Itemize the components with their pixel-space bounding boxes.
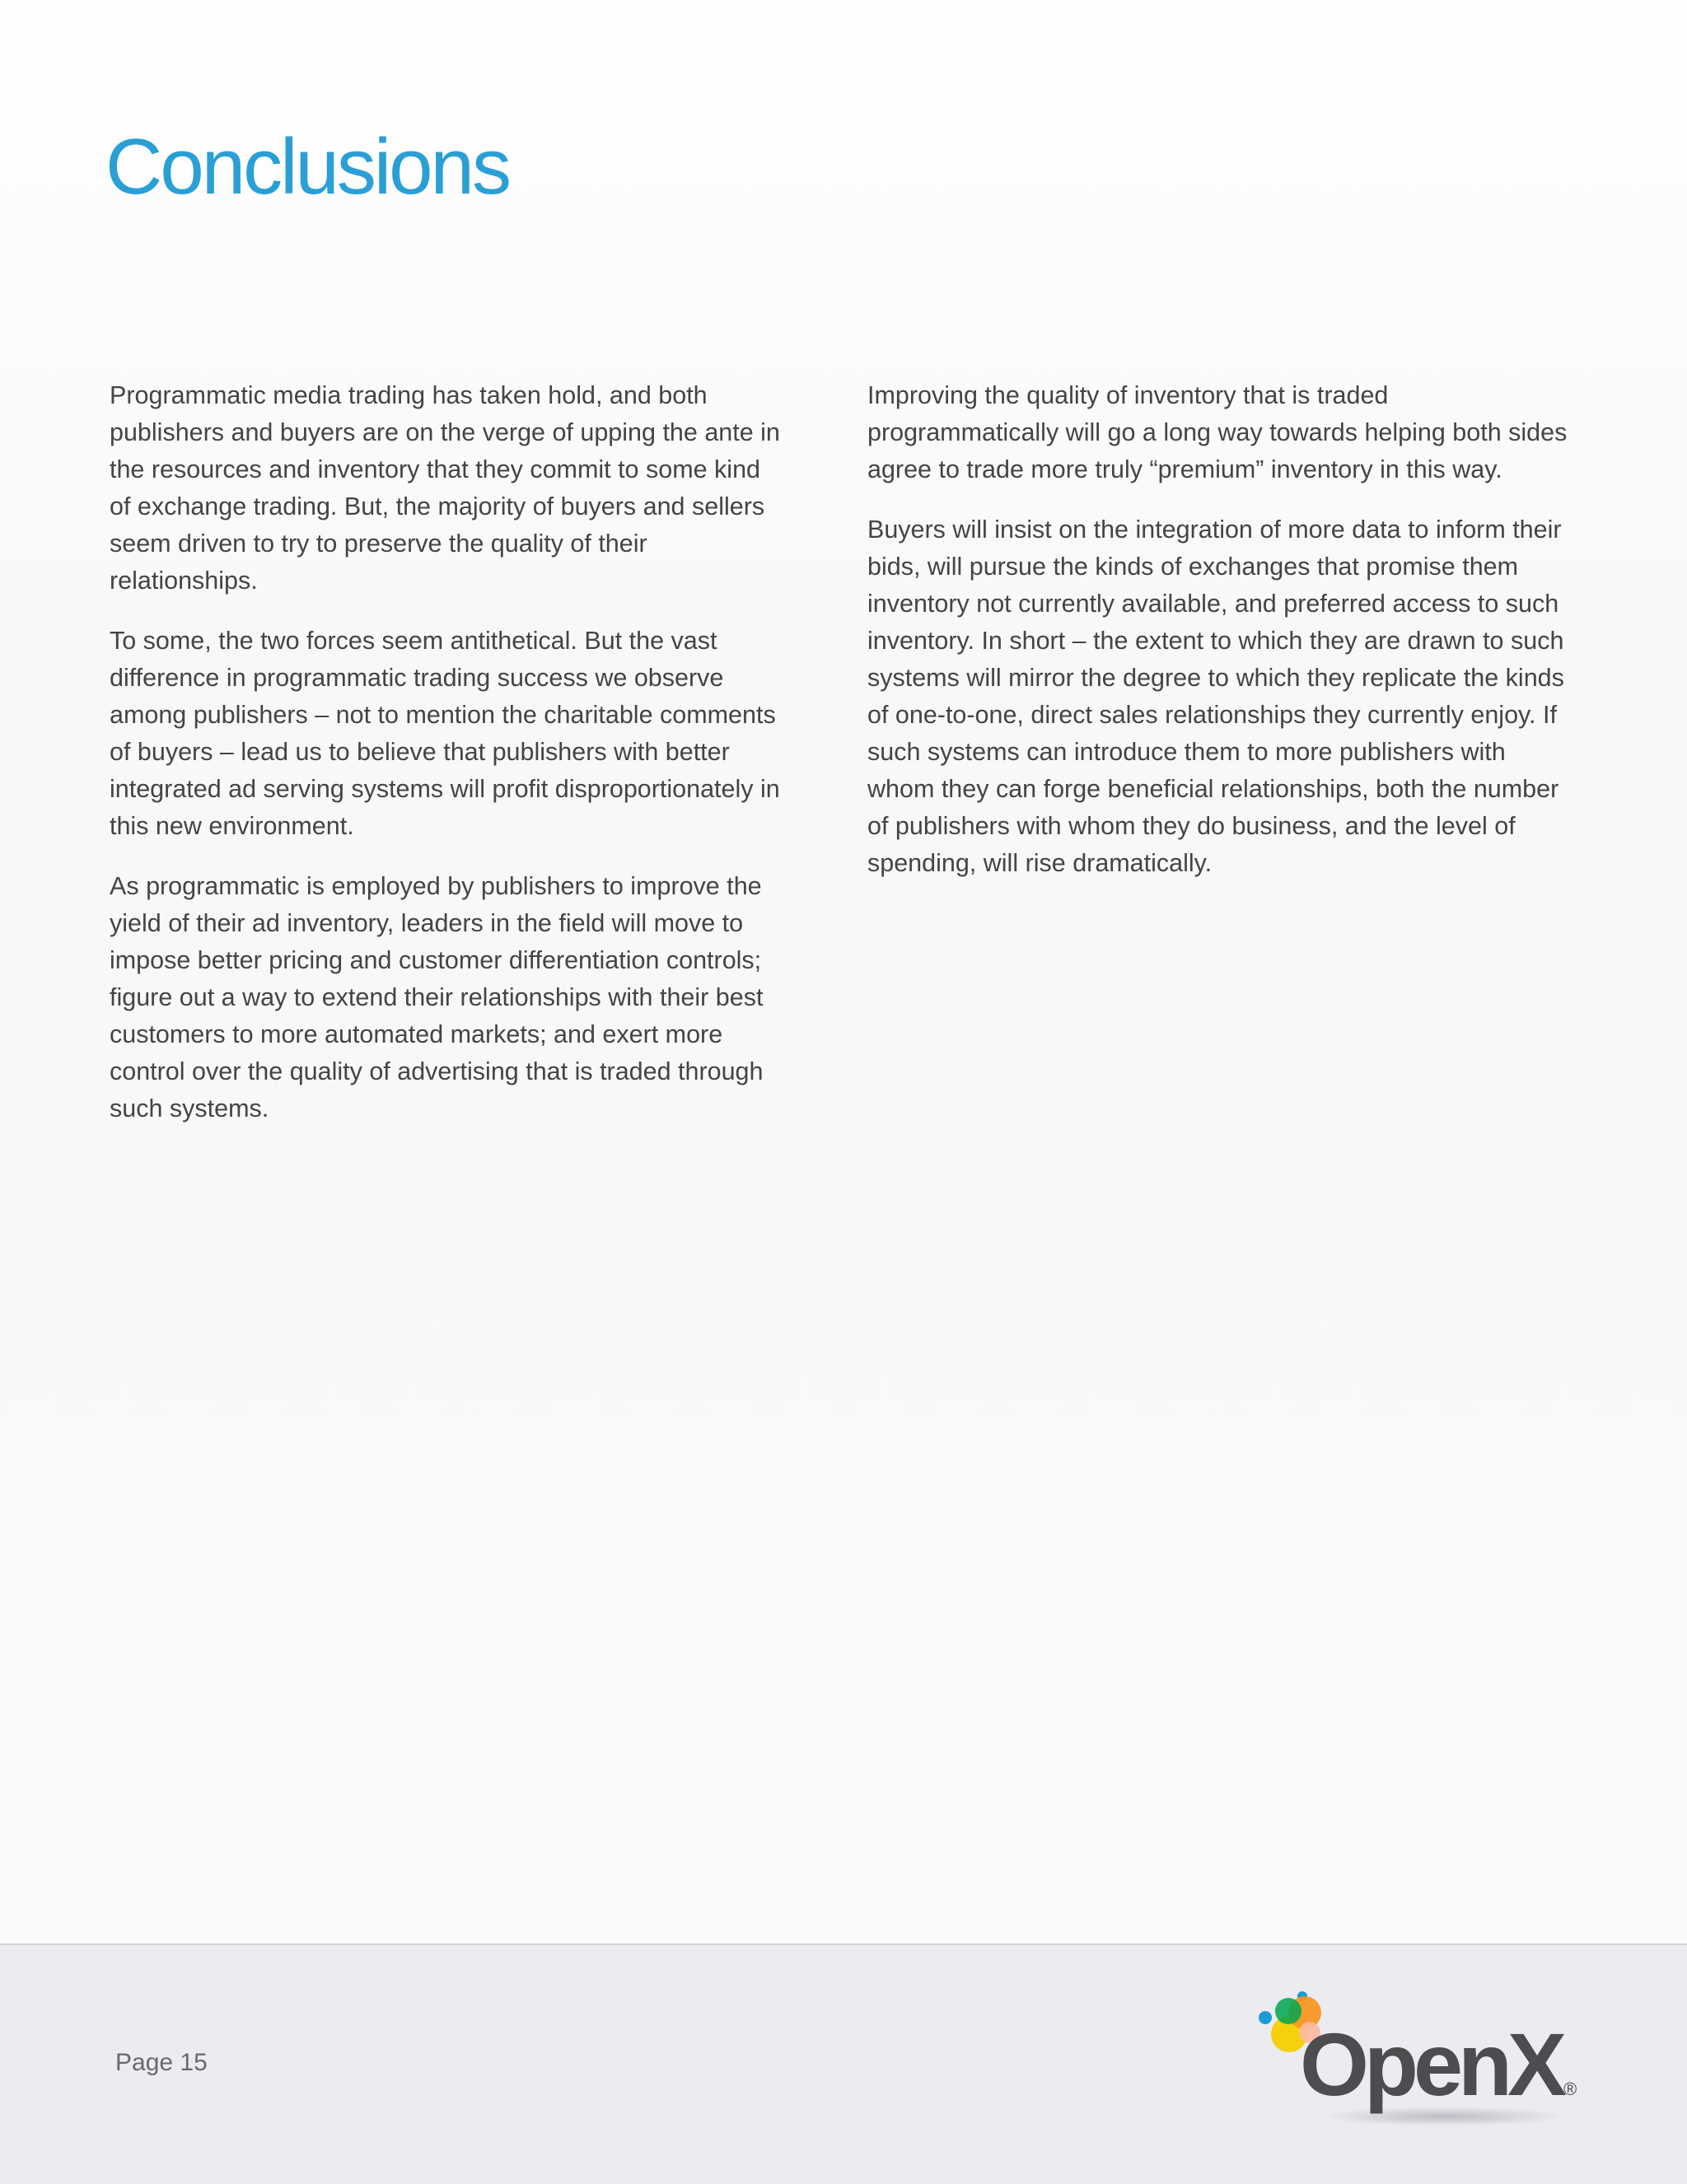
paragraph: Buyers will insist on the integration of more data to inform their bids, will pursue the kinds of exchanges that promise them inventory not currently available, and preferred access to such inventory. In short – the extent to which they are drawn to such systems will mirror the degree to which they replicate the kinds of one-to-one, direct sales relationships they currently enjoy. If such systems can introduce them to more publishers with whom they can forge beneficial relationships, both the number of publishers with whom they do business, and the level of spending, will rise dramatically.: [867, 516, 1564, 877]
left-column: [110, 377, 785, 1150]
page-title: Conclusions: [105, 123, 509, 211]
paragraph: Programmatic media trading has taken hold, and both publishers and buyers are on the verge of upping the ante in the resources and inventory that they commit to some kind of exchange trading. But, the majority of buyers and sellers seem driven to try to preserve the quality of their relationships.: [110, 381, 780, 595]
logo-wordmark: OpenX: [1300, 2014, 1563, 2114]
paragraph: Improving the quality of inventory that is traded programmatically will go a long way towards helping both sides agree to trade more truly “premium” inventory in this way.: [867, 381, 1568, 483]
registered-mark: ®: [1563, 2079, 1577, 2099]
right-column: [867, 377, 1576, 905]
paragraph: As programmatic is employed by publishers to improve the yield of their ad inventory, leaders in the field will move to impose better pricing and customer differentiation controls; figure out a way to extend their relationships with their best customers to more automated markets; and exert more control over the quality of advertising that is traded through such systems.: [110, 872, 764, 1122]
page-footer: [0, 1944, 1687, 2184]
paragraph: To some, the two forces seem antithetical. But the vast difference in programmatic trading success we observe among publishers – not to mention the charitable comments of buyers – lead us to believe that publishers with better integrated ad serving systems will profit disproportionately in this new environment.: [110, 627, 780, 840]
openx-logo: [1259, 1986, 1588, 2135]
page-number: Page 15: [115, 2049, 208, 2076]
